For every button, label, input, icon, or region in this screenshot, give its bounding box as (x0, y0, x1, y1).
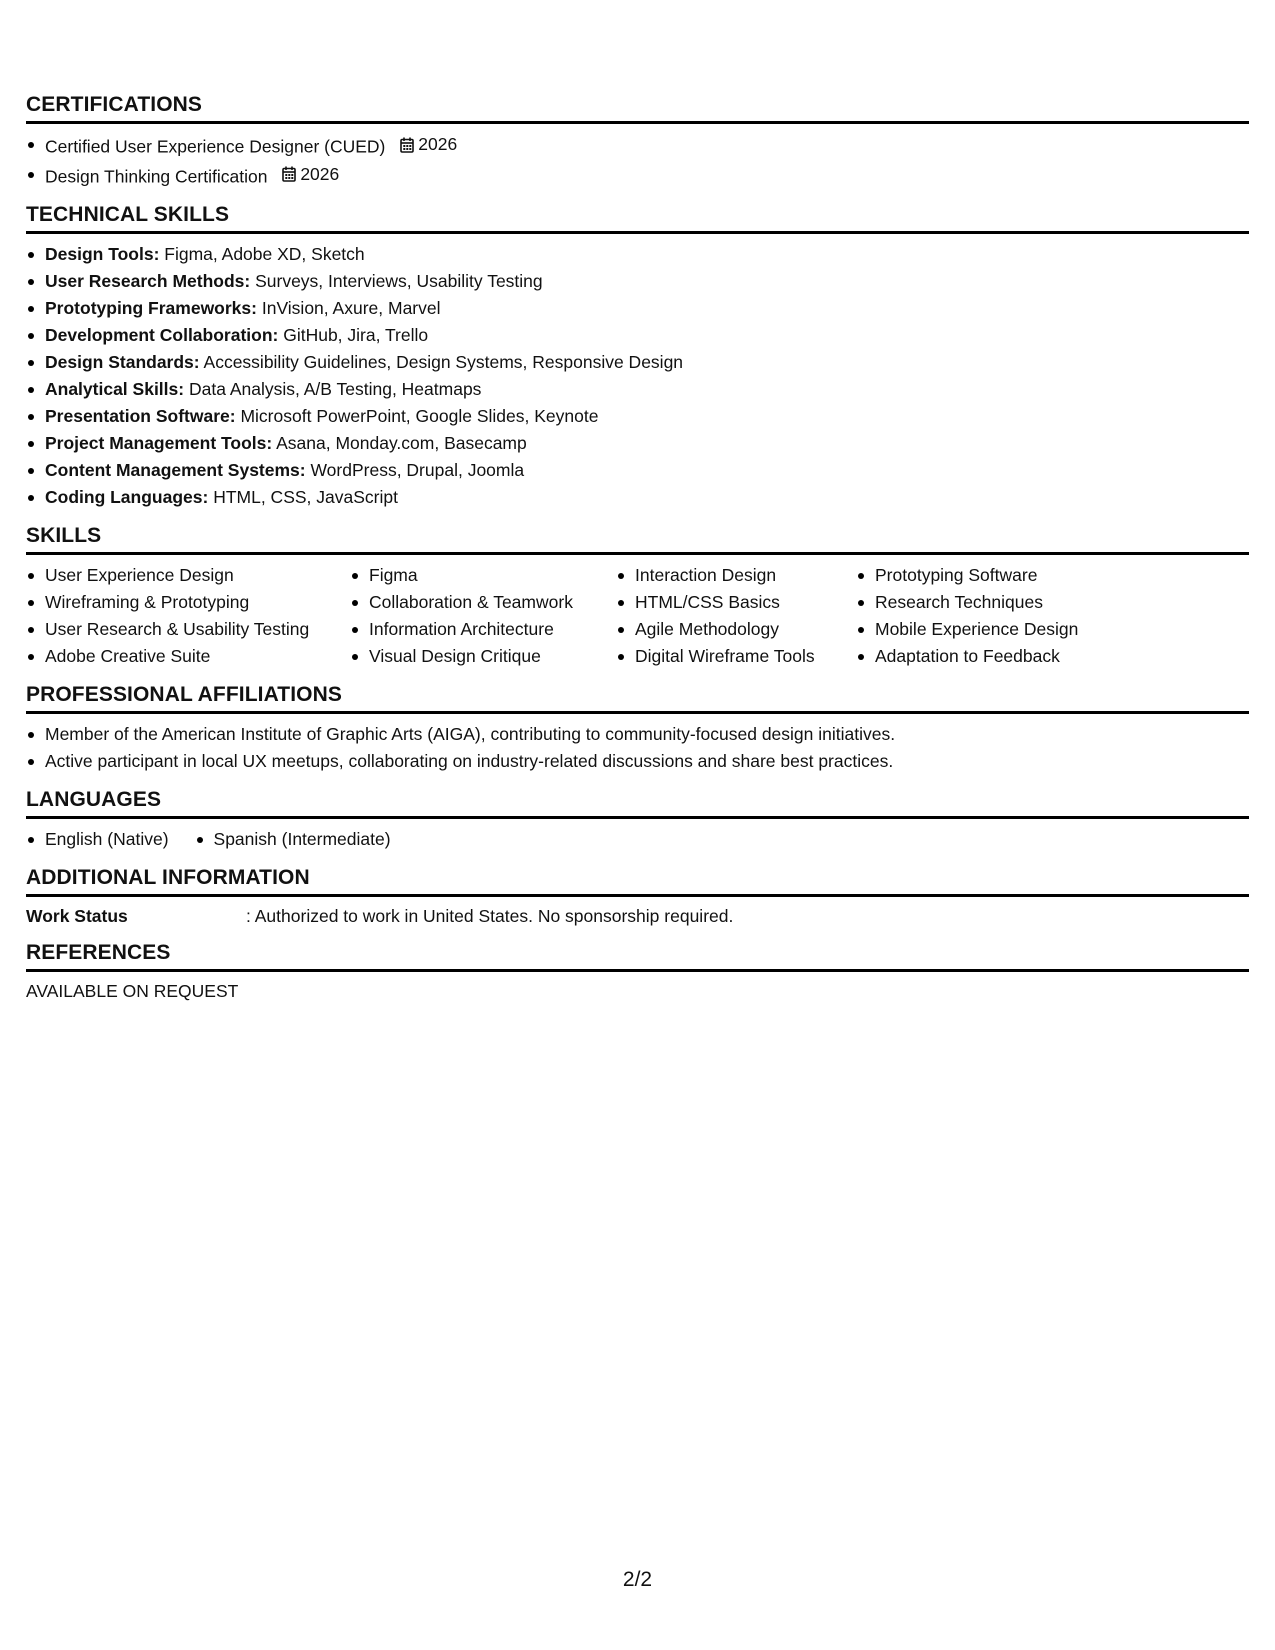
skill-item: Collaboration & Teamwork (350, 589, 616, 616)
technical-skill-value: GitHub, Jira, Trello (278, 325, 429, 345)
skill-item: Wireframing & Prototyping (26, 589, 350, 616)
technical-skills-title: TECHNICAL SKILLS (26, 202, 1249, 234)
languages-list (26, 826, 1249, 853)
technical-skill-item (26, 295, 1249, 322)
certification-year: 2026 (300, 163, 340, 184)
technical-skill-item (26, 430, 1249, 457)
additional-info-title: ADDITIONAL INFORMATION (26, 865, 1249, 897)
certification-date (400, 131, 457, 158)
technical-skill-label: User Research Methods: (45, 271, 251, 291)
technical-skill-label: Content Management Systems: (45, 460, 306, 480)
work-status-row (26, 904, 1249, 928)
technical-skill-item (26, 403, 1249, 430)
skill-item: Adobe Creative Suite (26, 643, 350, 670)
technical-skill-item (26, 349, 1249, 376)
calendar-icon (282, 166, 296, 182)
technical-skill-label: Presentation Software: (45, 406, 236, 426)
skill-item: HTML/CSS Basics (616, 589, 856, 616)
technical-skills-list (26, 241, 1249, 511)
affiliations-section (26, 682, 1249, 775)
skill-item: Agile Methodology (616, 616, 856, 643)
certifications-list (26, 131, 1249, 190)
additional-info-section (26, 865, 1249, 928)
affiliations-title: PROFESSIONAL AFFILIATIONS (26, 682, 1249, 714)
certifications-title: CERTIFICATIONS (26, 92, 1249, 124)
skills-grid (26, 562, 1249, 670)
skill-item: Prototyping Software (856, 562, 1116, 589)
technical-skill-value: HTML, CSS, JavaScript (208, 487, 398, 507)
technical-skills-section (26, 202, 1249, 511)
certification-item (26, 131, 1249, 161)
skill-item: Interaction Design (616, 562, 856, 589)
technical-skill-label: Analytical Skills: (45, 379, 185, 399)
skills-column-2 (350, 562, 616, 670)
technical-skill-label: Design Standards: (45, 352, 200, 372)
skills-column-4 (856, 562, 1116, 670)
skill-item: User Research & Usability Testing (26, 616, 350, 643)
skill-item: Figma (350, 562, 616, 589)
skills-column-3 (616, 562, 856, 670)
languages-title: LANGUAGES (26, 787, 1249, 819)
certification-name: Certified User Experience Designer (CUED) (45, 136, 386, 157)
technical-skill-value: InVision, Axure, Marvel (256, 298, 441, 318)
technical-skill-label: Development Collaboration: (45, 325, 279, 345)
technical-skill-value: Accessibility Guidelines, Design Systems, Responsive Design (199, 352, 684, 372)
page-number: 2/2 (622, 1568, 653, 1591)
affiliation-item: Member of the American Institute of Graphic Arts (AIGA), contributing to community-focused design initiatives. (26, 721, 1249, 748)
technical-skill-value: Data Analysis, A/B Testing, Heatmaps (184, 379, 482, 399)
technical-skill-item (26, 268, 1249, 295)
skills-title: SKILLS (26, 523, 1249, 555)
affiliations-list (26, 721, 1249, 775)
technical-skill-value: Figma, Adobe XD, Sketch (159, 244, 365, 264)
skills-column-1 (26, 562, 350, 670)
affiliation-item: Active participant in local UX meetups, collaborating on industry-related discussions and share best practices. (26, 748, 1249, 775)
technical-skill-item (26, 241, 1249, 268)
work-status-value: : Authorized to work in United States. No sponsorship required. (246, 906, 734, 926)
technical-skill-value: WordPress, Drupal, Joomla (305, 460, 525, 480)
resume-page (26, 92, 1249, 1015)
technical-skill-item (26, 322, 1249, 349)
certification-year: 2026 (418, 134, 458, 154)
references-text: AVAILABLE ON REQUEST (26, 981, 239, 1001)
calendar-icon (400, 137, 414, 153)
technical-skill-item (26, 484, 1249, 511)
skill-item: Adaptation to Feedback (856, 643, 1116, 670)
technical-skill-label: Project Management Tools: (45, 433, 273, 453)
references-title: REFERENCES (26, 940, 1249, 972)
certification-name: Design Thinking Certification (45, 166, 268, 186)
technical-skill-label: Prototyping Frameworks: (45, 298, 257, 318)
certifications-section (26, 92, 1249, 190)
technical-skill-item (26, 457, 1249, 484)
technical-skill-label: Coding Languages: (45, 487, 209, 507)
skills-section (26, 523, 1249, 670)
language-item: Spanish (Intermediate) (195, 826, 391, 853)
skill-item: Mobile Experience Design (856, 616, 1116, 643)
certification-item (26, 161, 1249, 191)
skill-item: Visual Design Critique (350, 643, 616, 670)
skill-item: Research Techniques (856, 589, 1116, 616)
skill-item: Information Architecture (350, 616, 616, 643)
references-section (26, 940, 1249, 1003)
technical-skill-item (26, 376, 1249, 403)
skill-item: Digital Wireframe Tools (616, 643, 856, 670)
technical-skill-value: Surveys, Interviews, Usability Testing (250, 271, 543, 291)
languages-section (26, 787, 1249, 853)
skill-item: User Experience Design (26, 562, 350, 589)
work-status-label: Work Status (26, 906, 128, 926)
certification-date (282, 161, 339, 188)
technical-skill-value: Microsoft PowerPoint, Google Slides, Keynote (235, 406, 599, 426)
language-item: English (Native) (26, 826, 169, 853)
technical-skill-value: Asana, Monday.com, Basecamp (272, 433, 527, 453)
technical-skill-label: Design Tools: (45, 244, 160, 264)
